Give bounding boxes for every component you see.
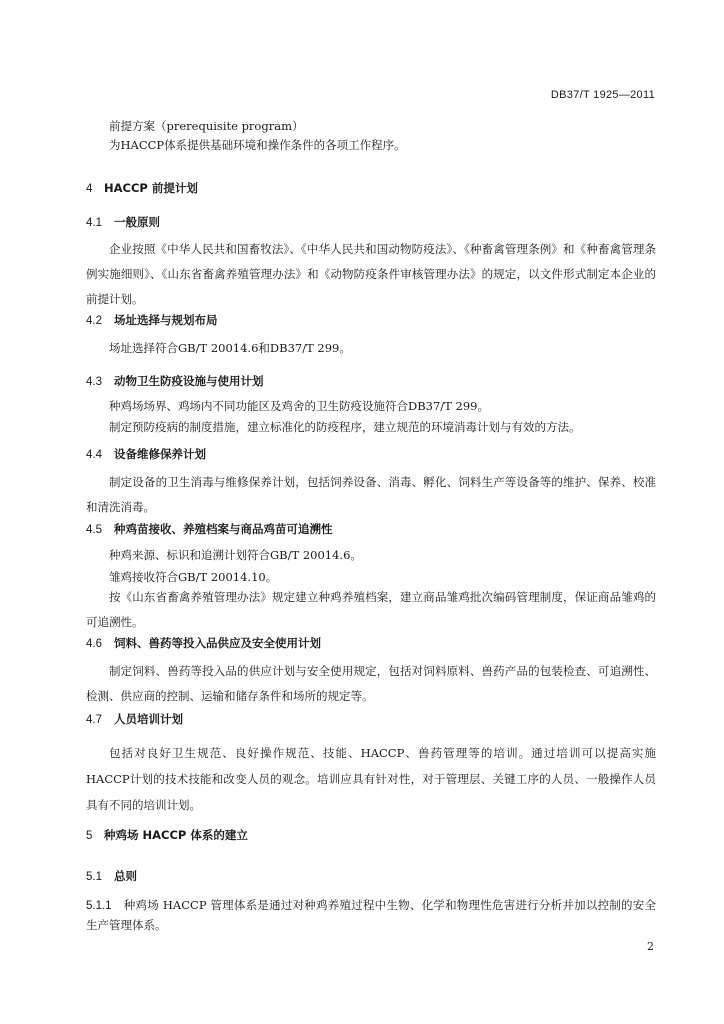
subsection-heading-4-7: 4.7 人员培训计划 <box>86 712 183 726</box>
paragraph-4-3-a: 种鸡场场界、鸡场内不同功能区及鸡舍的卫生防疫设施符合DB37/T 299。 <box>109 399 489 413</box>
subsection-heading-4-2: 4.2 场址选择与规划布局 <box>86 313 218 327</box>
subsection-heading-5-1: 5.1 总则 <box>86 869 137 883</box>
paragraph-4-6: 制定饲料、兽药等投入品的供应计划与安全使用规定，包括对饲料原料、兽药产品的包装检查、可追溯性、检测、供应商的控制、运输和储存条件和场所的规定等。 <box>86 664 656 703</box>
subsection-heading-4-1: 4.1 一般原则 <box>86 215 160 229</box>
subsection-heading-4-3: 4.3 动物卫生防疫设施与使用计划 <box>86 374 264 388</box>
paragraph-4-3-b: 制定预防疫病的制度措施，建立标准化的防疫程序，建立规范的环境消毒计划与有效的方法。 <box>109 420 581 434</box>
term-definition-block <box>86 118 679 153</box>
term-definition: 为HACCP体系提供基础环境和操作条件的各项工作程序。 <box>109 138 406 152</box>
term-label: 前提方案（prerequisite program） <box>109 119 304 133</box>
paragraph-4-1: 企业按照《中华人民共和国畜牧法》、《中华人民共和国动物防疫法》、《种畜禽管理条例》和《种畜禽管理条例实施细则》、《山东省畜禽养殖管理办法》和《动物防疫条件审核管理办法》的规定，以文件形式制定本企业的前提计划。 <box>86 242 656 306</box>
paragraph-4-4: 制定设备的卫生消毒与维修保养计划，包括饲养设备、消毒、孵化、饲料生产等设备等的维护、保养、校准和清洗消毒。 <box>86 475 656 514</box>
clause-number: 5.1.1 <box>86 900 112 912</box>
clause-text: 种鸡场 HACCP 管理体系是通过对种鸡养殖过程中生物、化学和物理性危害进行分析并加以控制的安全生产管理体系。 <box>86 898 656 932</box>
paragraph-4-5-b: 雏鸡接收符合GB/T 20014.10。 <box>109 570 278 584</box>
section-heading-4: 4 HACCP 前提计划 <box>86 181 198 195</box>
subsection-heading-4-5: 4.5 种鸡苗接收、养殖档案与商品鸡苗可追溯性 <box>86 522 333 536</box>
subsection-heading-4-6: 4.6 饲料、兽药等投入品供应及安全使用计划 <box>86 636 321 650</box>
standard-code: DB37/T 1925—2011 <box>550 89 655 101</box>
paragraph-4-2: 场址选择符合GB/T 20014.6和DB37/T 299。 <box>109 341 351 355</box>
clause-5-1-1 <box>86 896 656 935</box>
paragraph-4-5-c: 按《山东省畜禽养殖管理办法》规定建立种鸡养殖档案，建立商品雏鸡批次编码管理制度，保证商品雏鸡的可追溯性。 <box>86 590 656 629</box>
paragraph-4-5-a: 种鸡来源、标识和追溯计划符合GB/T 20014.6。 <box>109 548 362 562</box>
page-number: 2 <box>647 940 654 953</box>
section-heading-5: 5 种鸡场 HACCP 体系的建立 <box>86 828 248 842</box>
subsection-heading-4-4: 4.4 设备维修保养计划 <box>86 447 206 461</box>
paragraph-4-7: 包括对良好卫生规范、良好操作规范、技能、HACCP、兽药管理等的培训。通过培训可以提高实施HACCP计划的技术技能和改变人员的观念。培训应具有针对性，对于管理层、关键工序的人员、一般操作人员具有不同的培训计划。 <box>86 746 656 812</box>
